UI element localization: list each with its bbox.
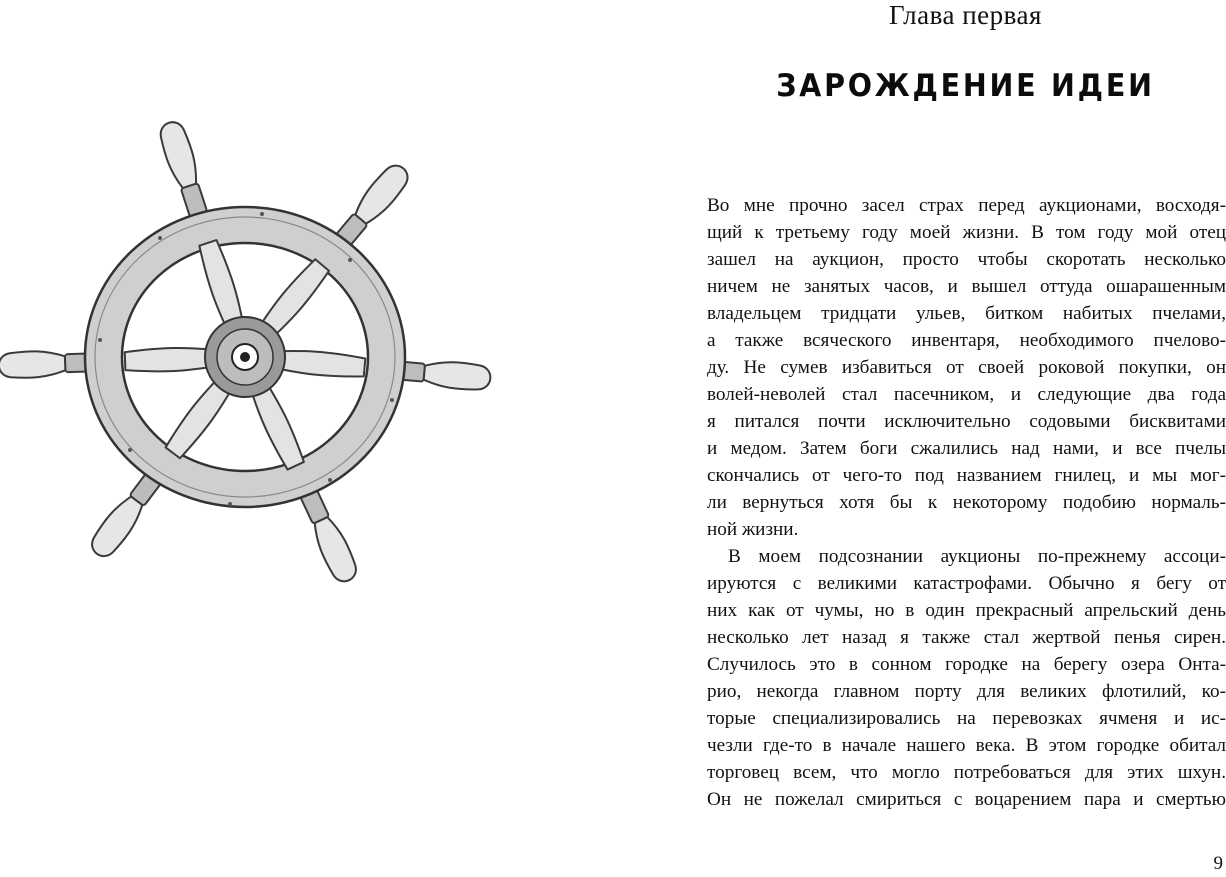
- text-line: ируются с великими катастрофами. Обычно я бегу от: [707, 573, 1226, 594]
- chapter-label: Глава первая: [889, 0, 1042, 30]
- wheel-handle-lower-left: [86, 469, 165, 562]
- text-line: и медом. Затем боги сжалились над нами, и все пчелы: [707, 438, 1226, 459]
- wheel-handle-upper-right: [331, 160, 413, 251]
- wheel-spoke: [125, 346, 218, 372]
- wheel-handle-left: [0, 349, 96, 379]
- text-line: скончались от чего-то под названием гнилец, и мы мог-: [707, 465, 1226, 486]
- text-line: несколько лет назад я также стал жертвой пенья сирен.: [707, 627, 1226, 648]
- chapter-title: ЗАРОЖДЕНИЕ ИДЕИ: [776, 68, 1155, 104]
- text-line: В моем подсознании аукционы по-прежнему ассоци-: [728, 546, 1226, 567]
- text-line: рио, некогда главном порту для великих флотилий, ко-: [707, 681, 1226, 702]
- text-line: торые специализировались на перевозках ячменя и ис-: [707, 708, 1226, 729]
- text-line: торговец всем, что могло потребоваться для этих шхун.: [707, 762, 1226, 783]
- ships-wheel-illustration: [0, 120, 500, 610]
- text-line: ной жизни.: [707, 519, 799, 540]
- text-line: зашел на аукцион, просто чтобы скоротать несколько: [707, 249, 1226, 270]
- page-number: 9: [1213, 853, 1223, 874]
- wheel-handle-upper-left: [156, 120, 211, 218]
- text-line: ду. Не сумев избавиться от своей роковой покупки, он: [707, 357, 1226, 378]
- text-line: владельцем тридцати ульев, битком набитых пчелами,: [707, 303, 1226, 324]
- wheel-hub: [205, 317, 285, 397]
- text-line: я питался почти исключительно содовыми бисквитами: [707, 411, 1226, 432]
- text-line: Во мне прочно засел страх перед аукционами, восходя-: [707, 195, 1226, 216]
- text-line: ли вернуться хотя бы к некоторому подобию нормаль-: [707, 492, 1226, 513]
- text-line: ничем не занятых часов, и вышел оттуда ошарашенным: [707, 276, 1226, 297]
- text-line: чезли где-то в начале нашего века. В этом городке обитал: [707, 735, 1226, 756]
- body-text: [707, 192, 1226, 813]
- text-line: щий к третьему году моей жизни. В том году мой отец: [707, 222, 1226, 243]
- wheel-handle-lower-right: [296, 487, 361, 585]
- wheel-handle-right: [393, 357, 491, 392]
- text-line: них как от чумы, но в один прекрасный апрельский день: [707, 600, 1226, 621]
- text-line: Случилось это в сонном городке на берегу озера Онта-: [707, 654, 1226, 675]
- text-line: а также всяческого инвентаря, необходимого пчелово-: [707, 330, 1226, 351]
- text-line: волей-неволей стал пасечником, и следующие два года: [707, 384, 1226, 405]
- text-line: Он не пожелал смириться с воцарением пара и смертью: [707, 789, 1226, 810]
